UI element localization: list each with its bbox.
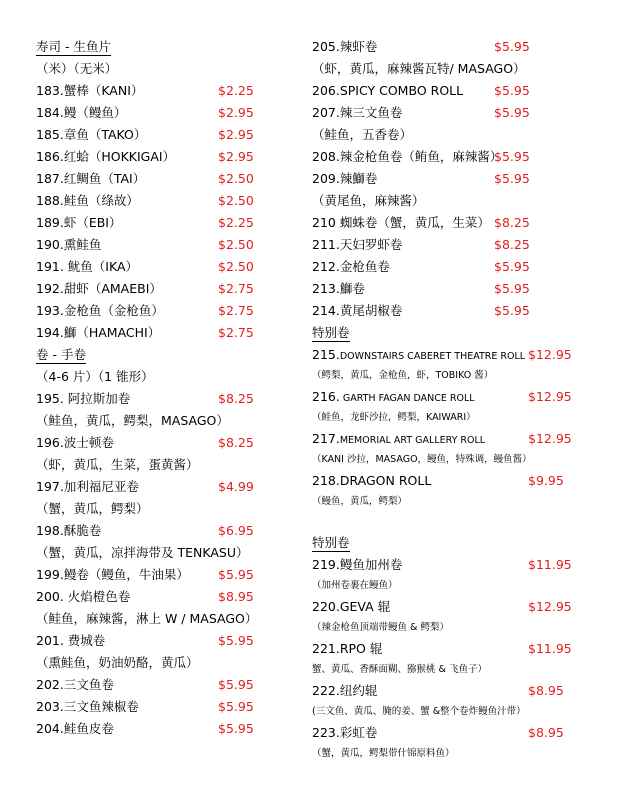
price: $8.25 bbox=[494, 237, 530, 252]
item-description: （熏鲑鱼，奶油奶酪，黄瓜） bbox=[36, 655, 199, 670]
section-subtitle-pieces: （4-6 片）（1 锥形） bbox=[36, 369, 154, 384]
item-description: （KANI 沙拉，MASAGO，鳗鱼，特殊调，鳗鱼酱） bbox=[312, 454, 532, 465]
menu-item: 195. 阿拉斯加卷 $8.25 bbox=[36, 388, 296, 410]
item-description: （虾，黄瓜，生菜，蛋黄酱） bbox=[36, 457, 199, 472]
price: $5.95 bbox=[494, 83, 530, 98]
price: $5.95 bbox=[218, 633, 254, 648]
item-description: （黄尾鱼，麻辣酱） bbox=[312, 193, 425, 208]
item-description: （鲑鱼，五香卷） bbox=[312, 127, 413, 142]
price: $12.95 bbox=[528, 347, 572, 362]
menu-item: 191. 鱿鱼（IKA） $2.50 bbox=[36, 256, 296, 278]
price: $5.95 bbox=[494, 149, 530, 164]
item-description: (三文鱼、黄瓜、腌的姜、蟹 &整个卷炸鳗鱼汁带） bbox=[312, 706, 526, 717]
menu-item: 203.三文鱼辣椒卷 $5.95 bbox=[36, 696, 296, 718]
item-description: （鲑鱼，龙虾沙拉，鳄梨，KAIWARI） bbox=[312, 412, 476, 423]
item-description: （蟹，黄瓜，凉拌海带及 TENKASU） bbox=[36, 545, 249, 560]
menu-item: 185.章鱼（TAKO） $2.95 bbox=[36, 124, 296, 146]
price: $4.99 bbox=[218, 479, 254, 494]
section-heading-special-rolls-2: 特别卷 bbox=[312, 535, 350, 550]
price: $2.25 bbox=[218, 83, 254, 98]
price: $8.25 bbox=[218, 435, 254, 450]
menu-item: 188.鲑鱼（绦故） $2.50 bbox=[36, 190, 296, 212]
item-description: （加州卷裹在鳗鱼） bbox=[312, 580, 398, 591]
menu-item: 197.加利福尼亚卷 $4.99 bbox=[36, 476, 296, 498]
price: $2.75 bbox=[218, 325, 254, 340]
price: $5.95 bbox=[494, 105, 530, 120]
menu-item: 194.鰤（HAMACHI） $2.75 bbox=[36, 322, 296, 344]
menu-item: 190.熏鲑鱼 $2.50 bbox=[36, 234, 296, 256]
menu-item: 208.辣金枪鱼卷（鲔鱼，麻辣酱） $5.95 bbox=[312, 146, 612, 168]
menu-item: 217.MEMORIAL ART GALLERY ROLL $12.95 bbox=[312, 428, 612, 450]
price: $2.95 bbox=[218, 149, 254, 164]
menu-item: 193.金枪鱼（金枪鱼） $2.75 bbox=[36, 300, 296, 322]
menu-item: 196.波士顿卷 $8.25 bbox=[36, 432, 296, 454]
section-subtitle-rice: （米）（无米） bbox=[36, 61, 118, 76]
menu-item: 201. 费城卷 $5.95 bbox=[36, 630, 296, 652]
menu-item: 212.金枪鱼卷 $5.95 bbox=[312, 256, 612, 278]
menu-item: 198.酥脆卷 $6.95 bbox=[36, 520, 296, 542]
menu-item: 189.虾（EBI） $2.25 bbox=[36, 212, 296, 234]
item-description: （鲑鱼，黄瓜，鳄梨，MASAGO） bbox=[36, 413, 229, 428]
item-description: （鳗鱼，黄瓜，鳄梨） bbox=[312, 496, 408, 507]
price: $11.95 bbox=[528, 557, 572, 572]
menu-item: 215.DOWNSTAIRS CABERET THEATRE ROLL $12.95 bbox=[312, 344, 612, 366]
menu-item: 222.纽约辊 $8.95 bbox=[312, 680, 612, 702]
item-description: （鲑鱼，麻辣酱，淋上 W / MASAGO） bbox=[36, 611, 258, 626]
menu-item: 206.SPICY COMBO ROLL $5.95 bbox=[312, 80, 612, 102]
menu-item: 199.鳗卷（鳗鱼，牛油果） $5.95 bbox=[36, 564, 296, 586]
price: $5.95 bbox=[494, 39, 530, 54]
menu-item: 183.蟹棒（KANI） $2.25 bbox=[36, 80, 296, 102]
menu-item: 219.鳗鱼加州卷 $11.95 bbox=[312, 554, 612, 576]
price: $2.50 bbox=[218, 193, 254, 208]
price: $5.95 bbox=[218, 699, 254, 714]
menu-item: 223.彩虹卷 $8.95 bbox=[312, 722, 612, 744]
price: $8.95 bbox=[218, 589, 254, 604]
menu-item: 202.三文鱼卷 $5.95 bbox=[36, 674, 296, 696]
price: $12.95 bbox=[528, 599, 572, 614]
menu-item: 214.黄尾胡椒卷 $5.95 bbox=[312, 300, 612, 322]
price: $2.50 bbox=[218, 237, 254, 252]
menu-item: 200. 火焰橙色卷 $8.95 bbox=[36, 586, 296, 608]
price: $6.95 bbox=[218, 523, 254, 538]
menu-item: 204.鲑鱼皮卷 $5.95 bbox=[36, 718, 296, 740]
price: $9.95 bbox=[528, 473, 564, 488]
price: $2.75 bbox=[218, 303, 254, 318]
price: $5.95 bbox=[218, 721, 254, 736]
item-description: （辣金枪鱼顶端带鳗鱼 & 鳄梨） bbox=[312, 622, 449, 633]
menu-item: 209.辣鰤卷 $5.95 bbox=[312, 168, 612, 190]
menu-left-column bbox=[36, 36, 296, 740]
price: $8.25 bbox=[494, 215, 530, 230]
section-heading-rolls: 卷 - 手卷 bbox=[36, 347, 86, 362]
price: $8.95 bbox=[528, 683, 564, 698]
item-description: 蟹、黄瓜、香酥面糊、猕猴桃 & 飞鱼子） bbox=[312, 664, 487, 675]
price: $5.95 bbox=[494, 259, 530, 274]
menu-item: 205.辣虾卷 $5.95 bbox=[312, 36, 612, 58]
price: $5.95 bbox=[218, 567, 254, 582]
price: $2.50 bbox=[218, 259, 254, 274]
menu-item: 207.辣三文鱼卷 $5.95 bbox=[312, 102, 612, 124]
price: $2.25 bbox=[218, 215, 254, 230]
section-heading-sushi: 寿司 - 生鱼片 bbox=[36, 39, 111, 54]
price: $5.95 bbox=[494, 171, 530, 186]
menu-item: 220.GEVA 辊 $12.95 bbox=[312, 596, 612, 618]
price: $2.75 bbox=[218, 281, 254, 296]
section-heading-special-rolls: 特别卷 bbox=[312, 325, 350, 340]
menu-item: 186.红蛤（HOKKIGAI） $2.95 bbox=[36, 146, 296, 168]
price: $5.95 bbox=[494, 281, 530, 296]
price: $5.95 bbox=[218, 677, 254, 692]
price: $2.50 bbox=[218, 171, 254, 186]
price: $8.25 bbox=[218, 391, 254, 406]
menu-item: 213.鰤卷 $5.95 bbox=[312, 278, 612, 300]
price: $11.95 bbox=[528, 641, 572, 656]
price: $2.95 bbox=[218, 105, 254, 120]
menu-right-column bbox=[312, 36, 612, 764]
item-description: （蟹，黄瓜，鳄梨） bbox=[36, 501, 149, 516]
price: $12.95 bbox=[528, 389, 572, 404]
item-description: （蟹，黄瓜，鳄梨带什锦原料鱼） bbox=[312, 748, 455, 759]
menu-item: 210 蜘蛛卷（蟹，黄瓜，生菜） $8.25 bbox=[312, 212, 612, 234]
menu-item: 211.天妇罗虾卷 $8.25 bbox=[312, 234, 612, 256]
price: $8.95 bbox=[528, 725, 564, 740]
menu-item: 187.红鲷鱼（TAI） $2.50 bbox=[36, 168, 296, 190]
menu-item: 218.DRAGON ROLL $9.95 bbox=[312, 470, 612, 492]
spacer bbox=[312, 512, 612, 532]
price: $5.95 bbox=[494, 303, 530, 318]
menu-item: 221.RPO 辊 $11.95 bbox=[312, 638, 612, 660]
menu-item: 192.甜虾（AMAEBI） $2.75 bbox=[36, 278, 296, 300]
price: $12.95 bbox=[528, 431, 572, 446]
menu-item: 216. GARTH FAGAN DANCE ROLL $12.95 bbox=[312, 386, 612, 408]
item-description: （鳄梨，黄瓜，金枪鱼，虾，TOBIKO 酱） bbox=[312, 370, 494, 381]
menu-item: 184.鳗（鳗鱼） $2.95 bbox=[36, 102, 296, 124]
price: $2.95 bbox=[218, 127, 254, 142]
item-description: （虾，黄瓜，麻辣酱瓦特/ MASAGO） bbox=[312, 61, 526, 76]
